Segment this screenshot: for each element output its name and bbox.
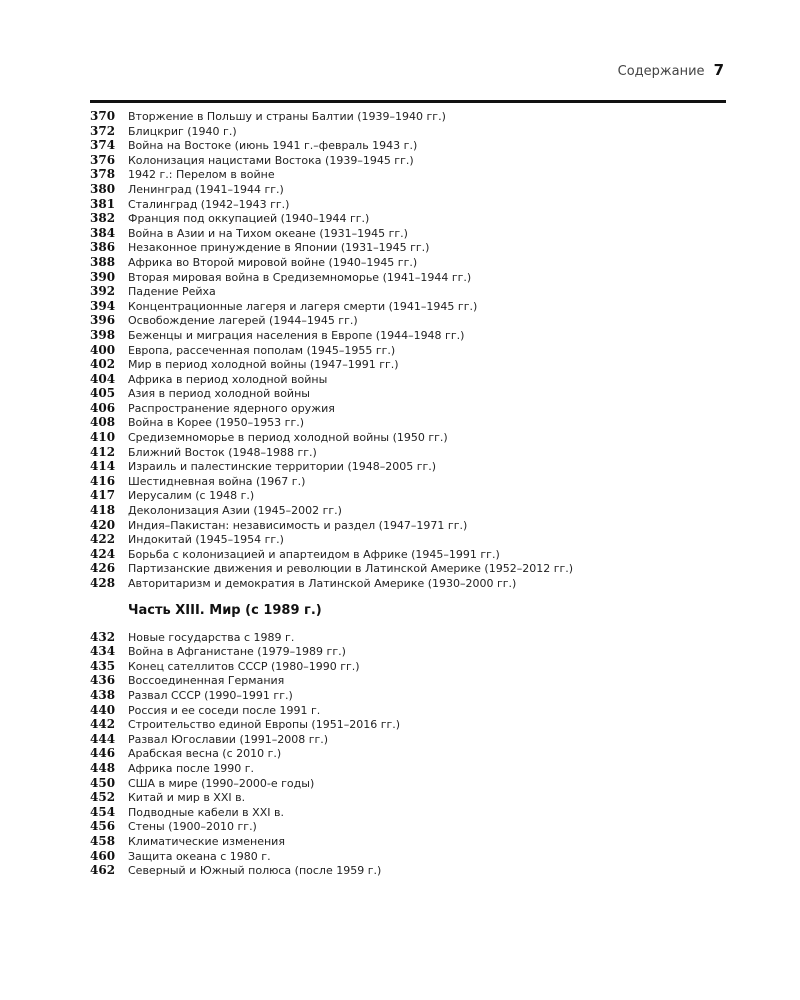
- toc-entry-page: 436: [90, 673, 116, 688]
- toc-entry-title: Партизанские движения и революции в Латинской Америке (1952–2012 гг.): [128, 562, 574, 576]
- toc-entry-page: 450: [90, 775, 116, 790]
- toc-entry: [90, 328, 730, 343]
- toc-entry-page: 394: [90, 298, 116, 313]
- toc-entry-page: 396: [90, 313, 116, 328]
- toc-entry-title: Арабская весна (с 2010 г.): [128, 747, 282, 761]
- toc-entry: [90, 819, 730, 834]
- toc-entry-title: Борьба с колонизацией и апартеидом в Африке (1945–1991 гг.): [128, 547, 500, 561]
- toc-entry: [90, 270, 730, 285]
- toc-entry-page: 446: [90, 746, 116, 761]
- toc-entry-title: Вторая мировая война в Средиземноморье (1941–1944 гг.): [128, 270, 472, 284]
- toc-entry: [90, 386, 730, 401]
- toc-entry: [90, 776, 730, 791]
- toc-entry: [90, 576, 730, 591]
- toc-entry-title: Защита океана с 1980 г.: [128, 849, 271, 863]
- toc-entry-title: Развал СССР (1990–1991 гг.): [128, 688, 293, 702]
- toc-entry-page: 410: [90, 430, 116, 445]
- toc-entry: [90, 197, 730, 212]
- toc-entry: [90, 688, 730, 703]
- toc-entry-page: 376: [90, 152, 116, 167]
- toc-entry-page: 456: [90, 819, 116, 834]
- toc-entry-page: 460: [90, 848, 116, 863]
- toc-entry-title: Развал Югославии (1991–2008 гг.): [128, 732, 329, 746]
- toc-entry: [90, 805, 730, 820]
- toc-entry: [90, 518, 730, 533]
- toc-entry-page: 378: [90, 167, 116, 182]
- toc-entry-title: Война на Востоке (июнь 1941 г.–февраль 1943 г.): [128, 139, 418, 153]
- toc-entry: [90, 644, 730, 659]
- toc-entry: [90, 445, 730, 460]
- toc-entry: [90, 182, 730, 197]
- toc-entry-page: 448: [90, 760, 116, 775]
- toc-entry: [90, 732, 730, 747]
- toc-entry-title: Индия–Пакистан: независимость и раздел (1947–1971 гг.): [128, 518, 468, 532]
- toc-entry-page: 438: [90, 687, 116, 702]
- toc-entry: [90, 415, 730, 430]
- toc-entry: [90, 761, 730, 776]
- toc-entry-page: 390: [90, 269, 116, 284]
- toc-list: [90, 109, 730, 591]
- toc-entry: [90, 284, 730, 299]
- toc-entry: [90, 459, 730, 474]
- toc-entry-page: 416: [90, 473, 116, 488]
- toc-entry: [90, 503, 730, 518]
- page-number: 7: [713, 61, 724, 79]
- toc-entry-title: Блицкриг (1940 г.): [128, 124, 237, 138]
- toc-entry-title: Франция под оккупацией (1940–1944 гг.): [128, 212, 370, 226]
- toc-entry-title: Африка в период холодной войны: [128, 372, 328, 386]
- toc-entry-title: Иерусалим (с 1948 г.): [128, 489, 255, 503]
- toc-entry-page: 417: [90, 488, 116, 503]
- toc-entry: [90, 703, 730, 718]
- toc-entry-title: Африка во Второй мировой войне (1940–1945 гг.): [128, 255, 418, 269]
- toc-entry-page: 414: [90, 459, 116, 474]
- toc-entry-title: Распространение ядерного оружия: [128, 401, 335, 415]
- toc-entry-page: 406: [90, 400, 116, 415]
- toc-entry-title: Китай и мир в XXI в.: [128, 791, 246, 805]
- toc-entry: [90, 255, 730, 270]
- toc-entry: [90, 240, 730, 255]
- toc-entry-page: 422: [90, 532, 116, 547]
- toc-entry: [90, 401, 730, 416]
- toc-entry-title: Беженцы и миграция населения в Европе (1944–1948 гг.): [128, 328, 465, 342]
- toc-entry: [90, 790, 730, 805]
- toc-entry: [90, 167, 730, 182]
- toc-entry: [90, 226, 730, 241]
- toc-entry-title: Европа, рассеченная пополам (1945–1955 гг.): [128, 343, 396, 357]
- toc-entry-title: Россия и ее соседи после 1991 г.: [128, 703, 321, 717]
- toc-entry: [90, 109, 730, 124]
- toc-entry-page: 382: [90, 211, 116, 226]
- toc-entry-title: Авторитаризм и демократия в Латинской Америке (1930–2000 гг.): [128, 577, 517, 590]
- toc-entry: [90, 313, 730, 328]
- toc-entry: [90, 211, 730, 226]
- toc-entry: [90, 673, 730, 688]
- toc-entry: [90, 863, 730, 878]
- toc-entry-title: Деколонизация Азии (1945–2002 гг.): [128, 504, 342, 518]
- toc-entry: [90, 372, 730, 387]
- toc-entry: [90, 547, 730, 562]
- toc-entry-title: Война в Азии и на Тихом океане (1931–1945 гг.): [128, 226, 408, 240]
- toc-entry-page: 442: [90, 717, 116, 732]
- toc-entry-title: Сталинград (1942–1943 гг.): [128, 197, 290, 211]
- toc-entry-page: 400: [90, 342, 116, 357]
- toc-entry-page: 434: [90, 644, 116, 659]
- toc-entry-page: 426: [90, 561, 116, 576]
- toc-entry-title: Подводные кабели в XXI в.: [128, 805, 284, 819]
- toc-entry-title: Война в Корее (1950–1953 гг.): [128, 416, 305, 430]
- toc-entry: [90, 746, 730, 761]
- toc-entry-title: Шестидневная война (1967 г.): [128, 474, 306, 488]
- toc-entry: [90, 849, 730, 864]
- toc-entry: [90, 299, 730, 314]
- toc-entry: [90, 430, 730, 445]
- toc-entry-page: 405: [90, 386, 116, 401]
- toc-entry-title: Падение Рейха: [128, 285, 216, 299]
- toc-entry-page: 408: [90, 415, 116, 430]
- toc-entry-page: 420: [90, 517, 116, 532]
- toc-entry-title: Война в Афганистане (1979–1989 гг.): [128, 645, 346, 659]
- toc-entry-title: США в мире (1990–2000-е годы): [128, 776, 315, 790]
- toc-entry-title: Индокитай (1945–1954 гг.): [128, 533, 284, 547]
- toc-entry-page: 384: [90, 225, 116, 240]
- toc-entry-title: Средиземноморье в период холодной войны (1950 гг.): [128, 431, 448, 445]
- toc-entry-title: Ближний Восток (1948–1988 гг.): [128, 445, 317, 459]
- toc-entry-page: 424: [90, 546, 116, 561]
- toc-entry: [90, 717, 730, 732]
- toc-entry-page: 370: [90, 109, 116, 123]
- toc-entry: [90, 474, 730, 489]
- toc-entry-page: 388: [90, 254, 116, 269]
- toc-list: [90, 630, 730, 878]
- toc-entry: [90, 138, 730, 153]
- toc-entry-page: 380: [90, 181, 116, 196]
- toc-entry-title: Колонизация нацистами Востока (1939–1945 гг.): [128, 153, 414, 167]
- toc-entry-title: Воссоединенная Германия: [128, 674, 285, 688]
- toc-entry-title: Ленинград (1941–1944 гг.): [128, 182, 284, 196]
- toc-entry-page: 458: [90, 833, 116, 848]
- toc-entry: [90, 488, 730, 503]
- toc-entry-page: 428: [90, 576, 116, 590]
- toc-entry-title: Африка после 1990 г.: [128, 761, 254, 775]
- toc-entry-title: Стены (1900–2010 гг.): [128, 820, 257, 834]
- toc-entry-title: Северный и Южный полюса (после 1959 г.): [128, 864, 382, 878]
- toc-entry-page: 418: [90, 503, 116, 518]
- toc-entry-page: 452: [90, 790, 116, 805]
- toc-entry-page: 435: [90, 658, 116, 673]
- toc-entry-page: 386: [90, 240, 116, 255]
- toc-entry-title: Конец сателлитов СССР (1980–1990 гг.): [128, 659, 360, 673]
- toc-entry-title: Азия в период холодной войны: [128, 387, 310, 401]
- toc-entry-title: Незаконное принуждение в Японии (1931–1945 гг.): [128, 241, 430, 255]
- header-rule: [90, 100, 726, 103]
- toc-entry: [90, 124, 730, 139]
- toc-entry-page: 381: [90, 196, 116, 211]
- toc-entry-title: 1942 г.: Перелом в войне: [128, 168, 275, 182]
- running-head: [618, 61, 724, 79]
- toc-entry: [90, 834, 730, 849]
- toc-entry-title: Мир в период холодной войны (1947–1991 гг.): [128, 358, 399, 372]
- toc-entry-page: 412: [90, 444, 116, 459]
- toc-entry-page: 392: [90, 284, 116, 299]
- toc-entry-page: 444: [90, 731, 116, 746]
- toc-entry: [90, 659, 730, 674]
- toc-entry: [90, 153, 730, 168]
- toc-entry-page: 462: [90, 863, 116, 878]
- toc-entry-page: 374: [90, 138, 116, 153]
- toc-entry-title: Израиль и палестинские территории (1948–2005 гг.): [128, 460, 437, 474]
- part-title: Часть XIII. Мир (с 1989 г.): [128, 602, 322, 618]
- toc-entry: [90, 532, 730, 547]
- toc-entry-title: Вторжение в Польшу и страны Балтии (1939–1940 гг.): [128, 110, 446, 123]
- toc-entry-title: Новые государства с 1989 г.: [128, 630, 295, 644]
- toc-entry-page: 454: [90, 804, 116, 819]
- toc-entry-page: 402: [90, 357, 116, 372]
- toc-entry: [90, 357, 730, 372]
- toc-entry: [90, 630, 730, 645]
- toc-entry-title: Климатические изменения: [128, 834, 285, 848]
- toc-entry-page: 398: [90, 327, 116, 342]
- toc-entry-page: 432: [90, 629, 116, 644]
- toc-entry-page: 440: [90, 702, 116, 717]
- toc-entry-title: Освобождение лагерей (1944–1945 гг.): [128, 314, 358, 328]
- toc-entry-title: Концентрационные лагеря и лагеря смерти (1941–1945 гг.): [128, 299, 478, 313]
- toc-entry-page: 404: [90, 371, 116, 386]
- table-of-contents: [90, 109, 730, 878]
- toc-entry-title: Строительство единой Европы (1951–2016 гг.): [128, 718, 401, 732]
- toc-entry: [90, 343, 730, 358]
- toc-entry: [90, 561, 730, 576]
- running-head-title: Содержание: [617, 64, 705, 79]
- toc-entry-page: 372: [90, 123, 116, 138]
